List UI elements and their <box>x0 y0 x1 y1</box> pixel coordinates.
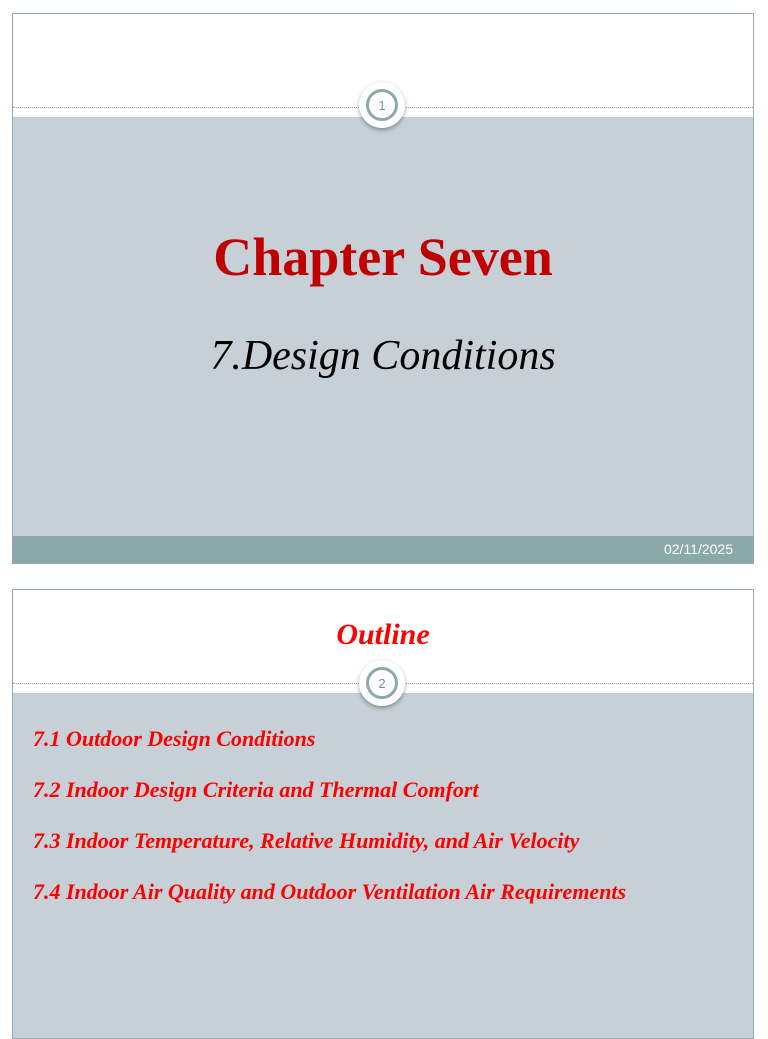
outline-list <box>33 726 626 930</box>
outline-item: 7.1 Outdoor Design Conditions <box>33 726 316 751</box>
outline-item: 7.4 Indoor Air Quality and Outdoor Ventilation Air Requirements <box>33 879 627 904</box>
outline-item: 7.3 Indoor Temperature, Relative Humidity, and Air Velocity <box>33 828 580 853</box>
chapter-title: Chapter Seven <box>213 227 553 287</box>
outline-title: Outline <box>336 618 430 651</box>
slide-date: 02/11/2025 <box>663 541 733 557</box>
slide-1[interactable] <box>12 13 754 564</box>
slide-footer-bar <box>13 536 753 563</box>
slide-number: 1 <box>366 89 398 121</box>
slide-number-badge <box>359 82 405 128</box>
slide-number-badge <box>359 660 405 706</box>
slide-2[interactable] <box>12 589 754 1039</box>
outline-item: 7.2 Indoor Design Criteria and Thermal Comfort <box>33 777 479 802</box>
slide-number: 2 <box>366 667 398 699</box>
chapter-subtitle: 7.Design Conditions <box>210 333 556 379</box>
